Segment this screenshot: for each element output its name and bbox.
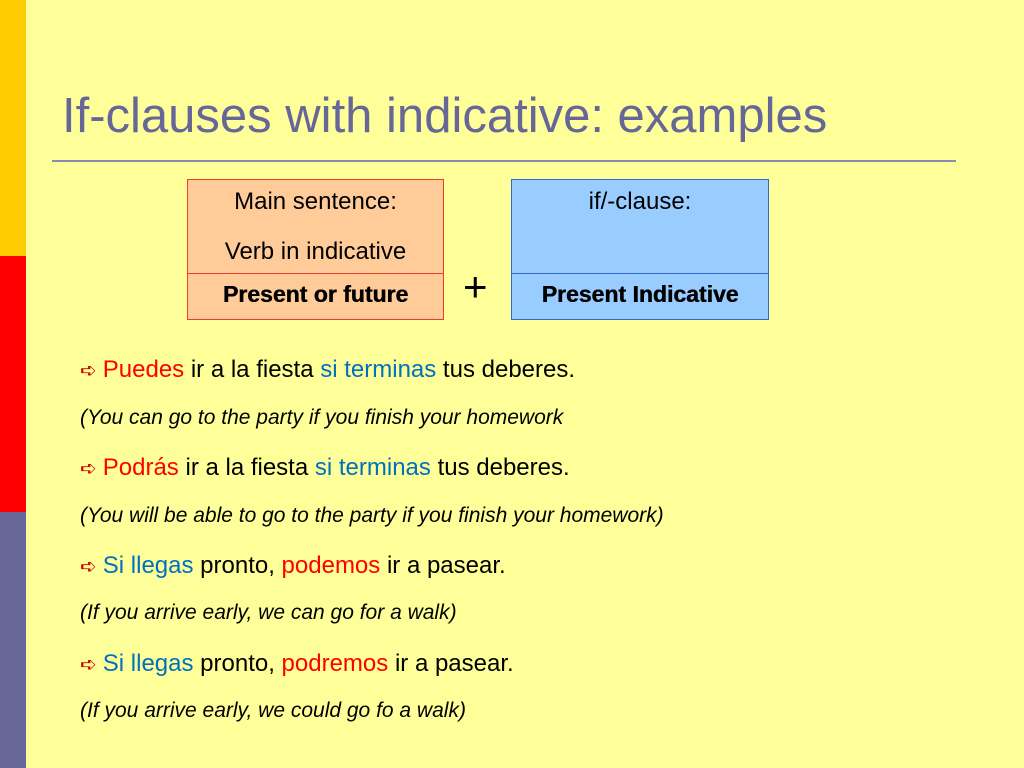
if-clause-verb: si terminas [314, 454, 431, 481]
if-clause-verb: si terminas [320, 356, 437, 383]
arrow-bullet-icon: ➪ [80, 654, 97, 676]
if-clause-box [511, 179, 769, 320]
if-box-divider [512, 273, 768, 274]
if-clause-verb: Si llegas [102, 650, 194, 677]
example-sentence [80, 454, 570, 482]
side-bar-yellow [0, 0, 26, 256]
main-sentence-tense: Present or future [222, 281, 409, 307]
sentence-text: pronto, [193, 552, 282, 579]
if-clause-verb: Si llegas [102, 552, 194, 579]
sentence-text: tus deberes. [430, 454, 570, 481]
example-translation: (You can go to the party if you finish your homework [80, 406, 564, 429]
main-verb: podremos [281, 650, 389, 677]
main-sentence-label: Main sentence: [234, 188, 397, 215]
example-sentence [80, 650, 514, 678]
title-divider [52, 160, 956, 162]
example-translation: (You will be able to go to the party if you finish your homework) [80, 504, 664, 527]
arrow-bullet-icon: ➪ [80, 360, 97, 382]
sentence-text: ir a pasear. [380, 552, 506, 579]
if-clause-label: if/-clause: [588, 188, 692, 215]
main-verb: podemos [281, 552, 381, 579]
arrow-bullet-icon: ➪ [80, 556, 97, 578]
sentence-text: ir a la fiesta [178, 454, 315, 481]
sentence-text: pronto, [193, 650, 282, 677]
main-verb: Puedes [102, 356, 185, 383]
sentence-text: ir a la fiesta [184, 356, 321, 383]
plus-sign: + [463, 263, 488, 310]
main-sentence-verb-label: Verb in indicative [224, 238, 407, 265]
example-translation: (If you arrive early, we can go for a walk) [80, 601, 457, 624]
example-sentence [80, 552, 506, 580]
arrow-bullet-icon: ➪ [80, 458, 97, 480]
if-clause-tense: Present Indicative [541, 281, 739, 307]
sentence-text: ir a pasear. [388, 650, 514, 677]
side-bar-purple [0, 512, 26, 768]
main-sentence-box [187, 179, 444, 320]
main-box-divider [188, 273, 443, 274]
main-verb: Podrás [102, 454, 179, 481]
side-bar-red [0, 256, 26, 512]
example-translation: (If you arrive early, we could go fo a walk) [80, 699, 466, 722]
sentence-text: tus deberes. [436, 356, 576, 383]
slide-title: If-clauses with indicative: examples [62, 89, 828, 143]
example-sentence [80, 356, 575, 384]
